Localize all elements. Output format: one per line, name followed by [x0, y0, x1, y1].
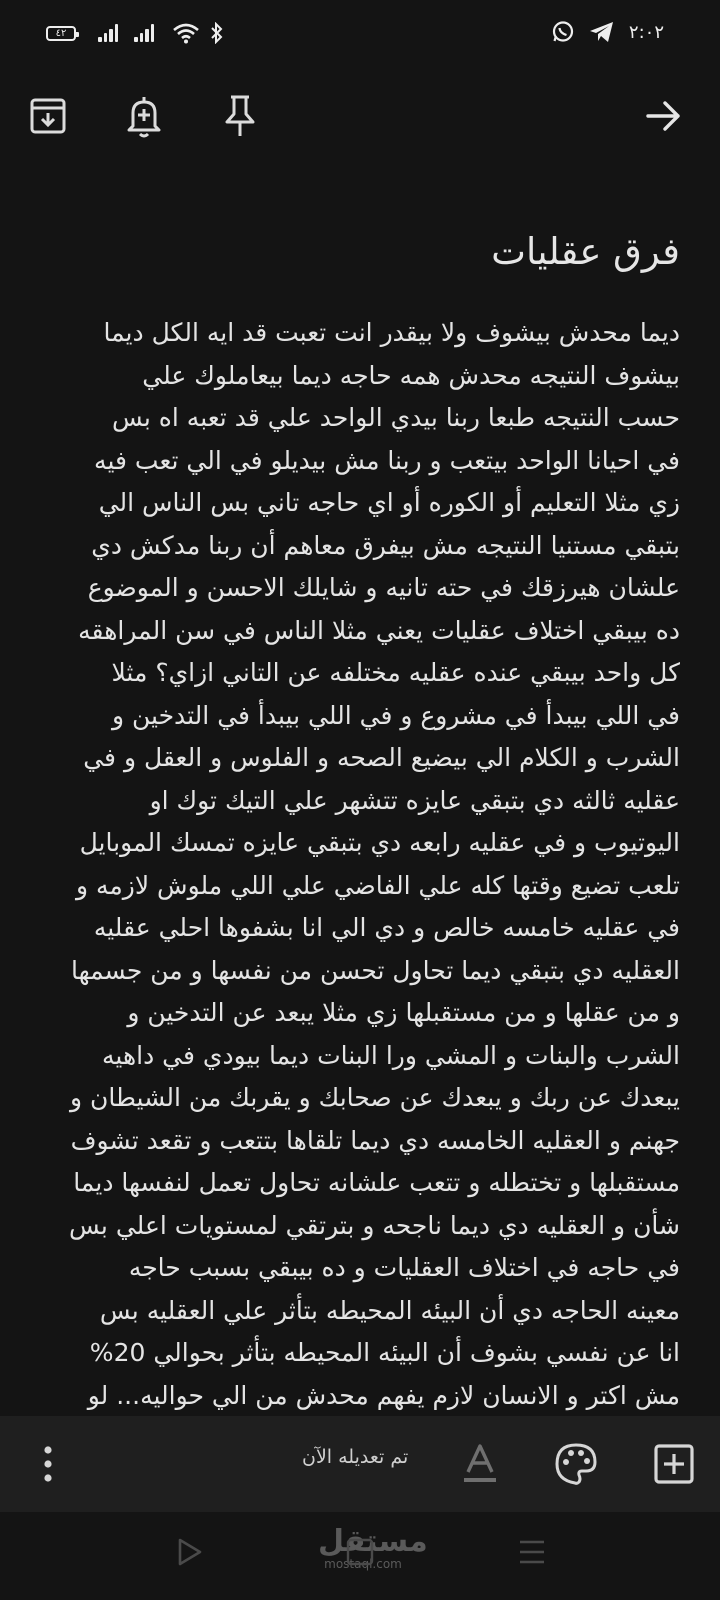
archive-icon — [28, 96, 68, 136]
bluetooth-icon — [210, 22, 224, 44]
back-triangle-icon — [177, 1537, 203, 1567]
editor-bottom-bar — [0, 1416, 720, 1512]
note-body-line: علشان هيرزقك في حته تانيه و شايلك الاحسن و الموضوع — [87, 573, 680, 602]
note-body-line: ديما محدش بيشوف ولا بيقدر انت تعبت قد ايه الكل ديما — [103, 318, 680, 347]
note-body-line: في عقليه خامسه خالص و دي الي انا بشفوها احلي عقليه — [93, 913, 680, 942]
clock: ٢:٠٢ — [628, 21, 664, 43]
note-body-line: يبعدك عن ربك و يبعدك عن صحابك و يقربك من الشيطان و — [70, 1083, 680, 1112]
note-body-line: ده بيبقي اختلاف عقليات يعني مثلا الناس في سن المراهقه — [78, 615, 680, 645]
add-content-button[interactable] — [648, 1438, 700, 1490]
whatsapp-icon — [551, 20, 575, 44]
nav-home-button[interactable] — [340, 1532, 380, 1572]
note-body-line: و من عقلها و من مستقبلها زي مثلا يبعد عن التدخين و — [127, 998, 680, 1027]
pin-button[interactable] — [212, 88, 268, 144]
note-body-line: معينه الحاجه دي أن البيئه المحيطه بتأثر علي العقليه بس — [99, 1295, 680, 1325]
system-nav-bar — [0, 1512, 720, 1600]
more-options-button[interactable] — [26, 1438, 70, 1490]
note-body-line: انا عن نفسي بشوف أن البيئه المحيطه بتأثر بحوالي 20% — [89, 1338, 680, 1367]
recents-icon — [518, 1539, 546, 1565]
note-body-line: في حاجه في اختلاف العقليات و ده بيبقي بسبب حاجه — [128, 1253, 680, 1282]
telegram-icon — [589, 21, 615, 43]
nav-recents-button[interactable] — [512, 1534, 552, 1570]
background-color-button[interactable] — [550, 1438, 602, 1490]
note-body-line: اليوتيوب و في عقليه رابعه دي بتبقي عايزه تمسك الموبايل — [79, 828, 680, 857]
status-bar — [0, 0, 720, 72]
text-format-icon — [463, 1444, 497, 1484]
signal-icon — [134, 24, 154, 42]
note-toolbar — [0, 88, 720, 152]
note-body-line: بيشوف النتيجه محدش همه حاجه ديما بيعاملوك علي — [142, 360, 680, 390]
nav-back-button[interactable] — [172, 1534, 208, 1570]
back-button[interactable] — [636, 88, 692, 144]
note-body[interactable] — [14, 312, 680, 1416]
archive-button[interactable] — [20, 88, 76, 144]
note-body-line: كل واحد بيبقي عنده عقليه مختلفه عن التاني ازاي؟ مثلا — [111, 658, 680, 687]
note-body-line: حسب النتيجه طبعا ربنا بيدي الواحد علي قد تعبه اه بس — [112, 403, 680, 432]
pin-icon — [223, 94, 257, 138]
note-body-line: زي مثلا التعليم أو الكوره أو اي حاجه تاني بس الناس الي — [98, 488, 680, 517]
note-body-line: في احيانا الواحد بيتعب و ربنا مش بيديلو في الي تعب فيه — [94, 445, 680, 475]
reminder-bell-icon — [124, 94, 164, 138]
battery-icon — [46, 26, 76, 41]
battery-level: ٤٢ — [55, 27, 67, 39]
add-box-icon — [654, 1444, 694, 1484]
note-body-line: العقليه دي بتبقي ديما تحاول تحسن من نفسها و من جسمها — [70, 955, 680, 985]
palette-icon — [554, 1442, 598, 1486]
wifi-icon — [172, 22, 200, 44]
note-body-line: الشرب و الكلام الي بيضيع الصحه و الفلوس و العقل و في — [83, 743, 680, 772]
back-arrow-icon — [646, 100, 682, 132]
note-body-line: جهنم و العقليه الخامسه دي ديما تلقاها بتتعب و تقعد تشوف — [70, 1125, 680, 1155]
signal-icon — [98, 24, 118, 42]
note-body-line: بتبقي مستنيا النتيجه مش بيفرق معاهم أن ربنا مدكش دي — [91, 530, 680, 560]
note-body-line: تلعب تضيع وقتها كله علي الفاضي علي اللي ملوش لازمه و — [75, 870, 680, 900]
reminder-button[interactable] — [116, 88, 172, 144]
note-title[interactable]: فرق عقليات — [491, 230, 680, 273]
more-vert-icon — [43, 1446, 53, 1482]
note-body-line: الشرب والبنات و المشي ورا البنات ديما بيودي في داهيه — [102, 1040, 680, 1070]
note-body-line: عقليه ثالثه دي بتبقي عايزه تتشهر علي التيك توك او — [149, 785, 680, 815]
watermark-sub: mostaql.com — [324, 1557, 402, 1571]
watermark-text: مستقل — [318, 1524, 428, 1559]
home-icon — [345, 1537, 375, 1567]
note-body-line: في اللي بيبدأ في مشروع و في اللي بيبدأ في التدخين و — [111, 700, 680, 730]
edited-status: تم تعديله الآن — [302, 1446, 409, 1468]
note-body-line: مستقبلها و تختطله و تتعب علشانه تحاول تعمل لنفسها ديما — [73, 1168, 680, 1197]
note-body-line: مش اكتر و الانسان لازم يفهم محدش من الي حواليه... لو — [87, 1380, 680, 1410]
text-format-button[interactable] — [458, 1440, 502, 1488]
note-body-line: شأن و العقليه دي ديما ناجحه و بترتقي لمستويات اعلي بس — [69, 1210, 680, 1240]
